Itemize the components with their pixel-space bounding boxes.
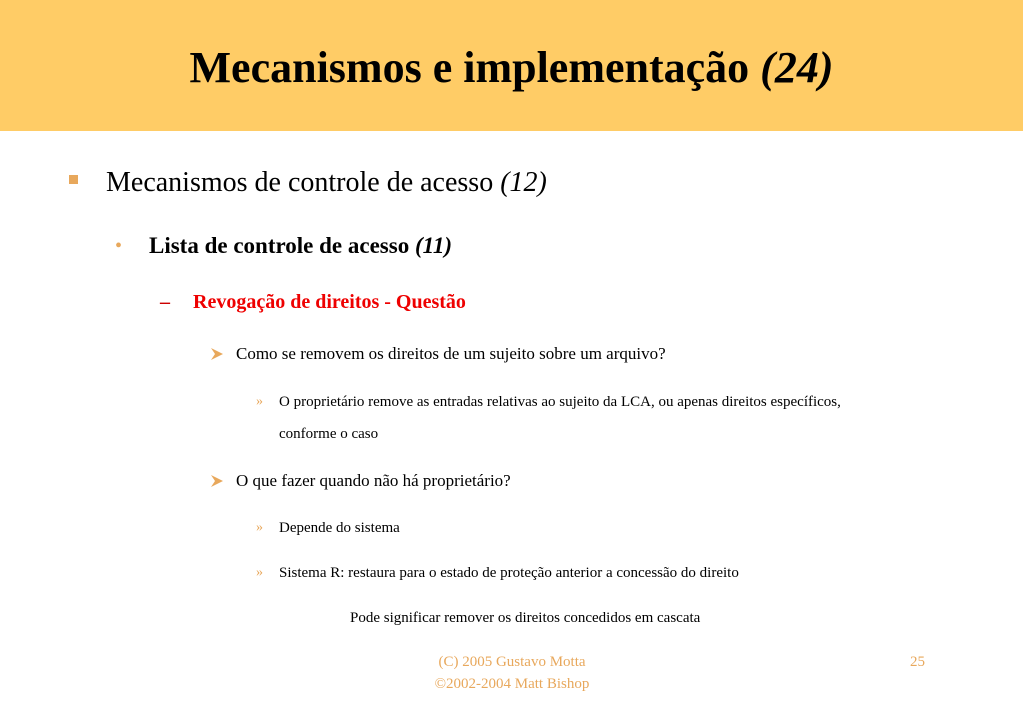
slide-title: [0, 40, 1023, 96]
arrow-bullet-icon: [210, 474, 224, 488]
level3-item: Revogação de direitos - Questão: [193, 291, 466, 313]
title-main: Mecanismos e implementação: [189, 43, 750, 92]
level2-suffix: (11): [414, 233, 453, 258]
answer-2b: Sistema R: restaura para o estado de proteção anterior a concessão do direito: [279, 565, 739, 581]
title-suffix: (24): [760, 43, 834, 92]
level1-text: Mecanismos de controle de acesso: [106, 167, 494, 198]
arrow-bullet-icon: [210, 347, 224, 361]
level1-item: [106, 166, 547, 200]
question-2: O que fazer quando não há proprietário?: [236, 471, 511, 490]
answer-2a: Depende do sistema: [279, 520, 400, 536]
square-bullet-icon: [69, 175, 78, 184]
footer-line-1: (C) 2005 Gustavo Motta: [438, 654, 586, 670]
footer-credits: [362, 651, 662, 695]
answer-1-line-1: O proprietário remove as entradas relativas ao sujeito da LCA, ou apenas direitos específicos,: [279, 394, 841, 410]
answer-1-line-2: conforme o caso: [279, 426, 379, 442]
chevron-bullet: »: [256, 565, 263, 580]
chevron-bullet: »: [256, 394, 263, 409]
footer-line-2: ©2002-2004 Matt Bishop: [434, 676, 590, 692]
question-1: Como se removem os direitos de um sujeito sobre um arquivo?: [236, 344, 666, 363]
level2-item: [149, 231, 452, 261]
note-text: Pode significar remover os direitos concedidos em cascata: [350, 610, 701, 626]
level2-text: Lista de controle de acesso: [149, 233, 410, 258]
page-number: 25: [910, 654, 925, 670]
chevron-bullet: »: [256, 520, 263, 535]
level1-suffix: (12): [500, 167, 547, 198]
dash-bullet: –: [160, 291, 170, 313]
dot-bullet-icon: •: [115, 235, 123, 257]
